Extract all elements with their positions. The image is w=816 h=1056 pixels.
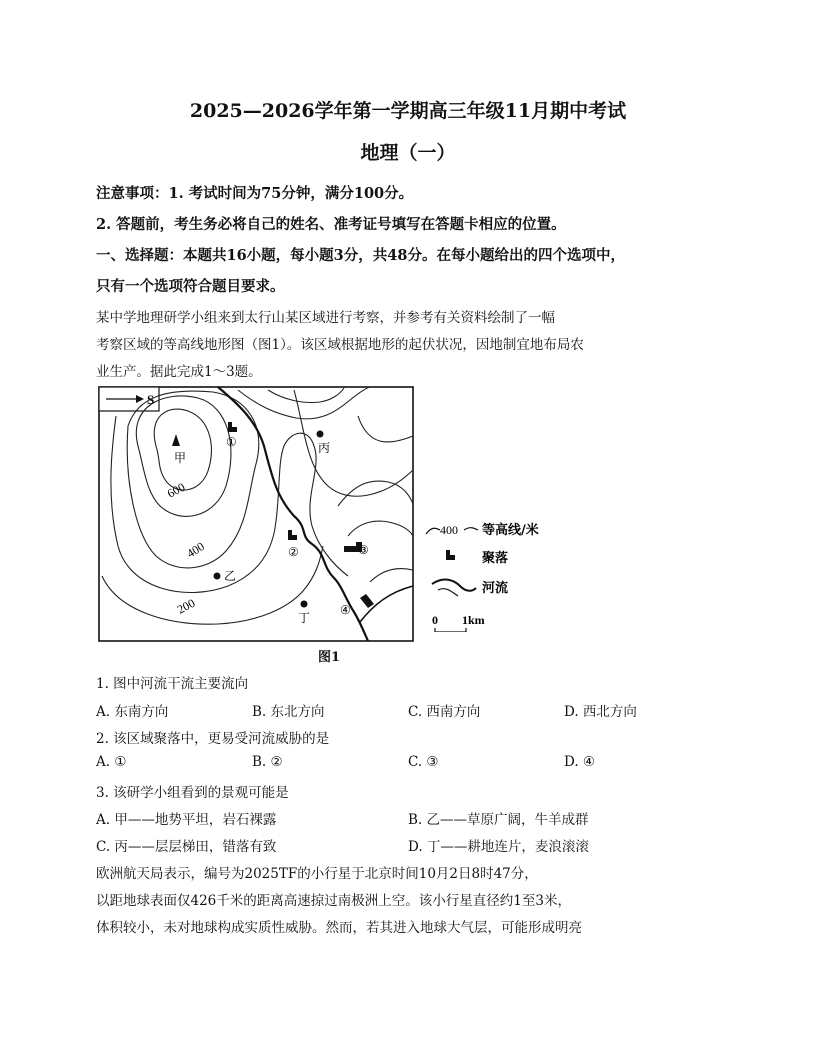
question-3-stem: 3. 该研学小组看到的景观可能是	[96, 785, 289, 801]
svg-text:④: ④	[340, 603, 351, 617]
passage-2-line-2: 以距地球表面仅426千米的距离高速掠过南极洲上空。该小行星直径约1至3米，	[96, 893, 571, 909]
question-2-option-c: C. ③	[408, 754, 439, 770]
point-bing-label: 丙	[318, 441, 331, 455]
point-yi-label: 乙	[224, 569, 237, 583]
legend-scale-start: 0	[432, 613, 438, 627]
question-1-stem: 1. 图中河流干流主要流向	[96, 676, 249, 692]
direction-label: S	[147, 392, 155, 407]
question-2-option-b: B. ②	[252, 754, 283, 770]
section-instructions-2: 只有一个选项符合题目要求。	[96, 278, 285, 295]
legend-settlement-icon	[446, 550, 455, 560]
contour-map-figure	[98, 386, 414, 642]
passage-1-line-1: 某中学地理研学小组来到太行山某区域进行考察，并参考有关资料绘制了一幅	[96, 310, 555, 326]
contour-label-600: 600	[164, 479, 188, 501]
question-1-option-d: D. 西北方向	[564, 704, 637, 720]
exam-title: 2025—2026学年第一学期高三年级11月期中考试	[189, 100, 627, 122]
point-ding-label: 丁	[298, 611, 311, 625]
question-3-option-b: B. 乙——草原广阔，牛羊成群	[408, 812, 589, 828]
legend-scale-bar	[435, 628, 466, 632]
contour-label-200: 200	[174, 595, 198, 617]
section-instructions-1: 一、选择题：本题共16小题，每小题3分，共48分。在每小题给出的四个选项中，	[96, 247, 625, 264]
passage-1-line-2: 考察区域的等高线地形图（图1）。该区域根据地形的起伏状况，因地制宜地布局农	[96, 337, 584, 353]
question-2-option-d: D. ④	[564, 754, 596, 770]
legend-contour-value: 400	[440, 523, 458, 537]
passage-2-line-3: 体积较小，未对地球构成实质性威胁。然而，若其进入地球大气层，可能形成明亮	[96, 920, 582, 936]
exam-subject: 地理（一）	[360, 142, 456, 164]
legend-river-label: 河流	[482, 581, 509, 596]
point-ding-marker	[301, 601, 308, 608]
question-2-option-a: A. ①	[96, 754, 127, 770]
notice-line-1: 注意事项：1. 考试时间为75分钟，满分100分。	[96, 185, 414, 202]
notice-line-2: 2. 答题前，考生务必将自己的姓名、准考证号填写在答题卡相应的位置。	[96, 216, 566, 233]
map-legend	[424, 512, 554, 632]
svg-text:甲: 甲	[174, 451, 187, 465]
passage-1-line-3: 业生产。据此完成1～3题。	[96, 364, 262, 380]
svg-text:③: ③	[358, 543, 369, 557]
question-3-option-a: A. 甲——地势平坦，岩石裸露	[96, 812, 277, 828]
contour-label-400: 400	[184, 539, 207, 561]
point-bing-marker	[317, 431, 324, 438]
passage-2-line-1: 欧洲航天局表示，编号为2025TF的小行星于北京时间10月2日8时47分，	[96, 866, 538, 882]
question-2-stem: 2. 该区域聚落中，更易受河流威胁的是	[96, 731, 330, 747]
legend-scale-end: 1km	[462, 613, 485, 627]
svg-text:②: ②	[288, 545, 299, 559]
question-3-option-c: C. 丙——层层梯田，错落有致	[96, 839, 277, 855]
legend-contour-label: 等高线/米	[482, 523, 539, 538]
legend-settlement-label: 聚落	[482, 551, 509, 566]
point-yi-marker	[214, 573, 221, 580]
question-1-option-c: C. 西南方向	[408, 704, 481, 720]
question-1-option-a: A. 东南方向	[96, 704, 169, 720]
svg-text:①: ①	[226, 435, 237, 449]
question-1-option-b: B. 东北方向	[252, 704, 325, 720]
figure-caption: 图1	[318, 650, 341, 665]
question-3-option-d: D. 丁——耕地连片，麦浪滚滚	[408, 839, 589, 855]
